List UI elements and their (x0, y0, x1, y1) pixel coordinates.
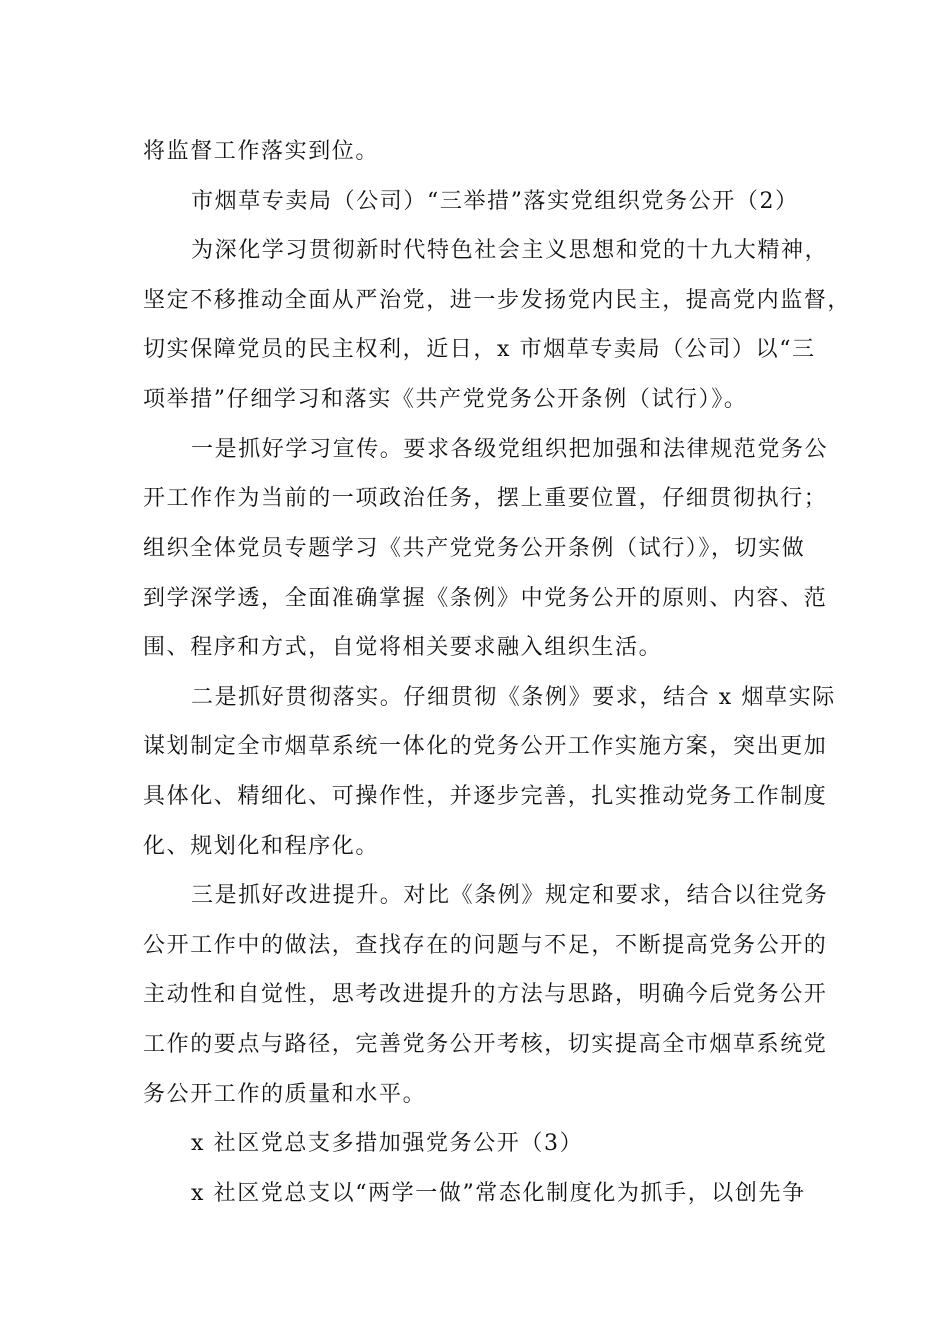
paragraph-line: 具体化、精细化、可操作性，并逐步完善，扎实推动党务工作制度 (143, 784, 828, 809)
paragraph-line: 公开工作中的做法，查找存在的问题与不足，不断提高党务公开的 (143, 933, 828, 958)
paragraph-line: 谋划制定全市烟草系统一体化的党务公开工作实施方案，突出更加 (143, 734, 828, 759)
paragraph-line: 项举措”仔细学习和落实《共产党党务公开条例（试行）》。 (143, 387, 748, 412)
paragraph-line: 到学深学透，全面准确掌握《条例》中党务公开的原则、内容、范 (143, 586, 828, 611)
section-heading: x 社区党总支多措加强党务公开（3） (191, 1131, 584, 1156)
paragraph-line: 三是抓好改进提升。对比《条例》规定和要求，结合以往党务 (191, 883, 829, 908)
paragraph-line: 将监督工作落实到位。 (143, 139, 380, 164)
paragraph-line: 开工作作为当前的一项政治任务，摆上重要位置，仔细贯彻执行； (143, 486, 828, 511)
paragraph-line: 务公开工作的质量和水平。 (143, 1082, 427, 1107)
section-heading: 市烟草专卖局（公司）“三举措”落实党组织党务公开（2） (191, 189, 799, 214)
paragraph-line: 围、程序和方式，自觉将相关要求融入组织生活。 (143, 635, 663, 660)
paragraph-line: 主动性和自觉性，思考改进提升的方法与思路，明确今后党务公开 (143, 982, 828, 1007)
paragraph-line: 组织全体党员专题学习《共产党党务公开条例（试行）》，切实做 (143, 536, 806, 561)
paragraph-line: 为深化学习贯彻新时代特色社会主义思想和党的十九大精神， (191, 238, 829, 263)
paragraph-line: 一是抓好学习宣传。要求各级党组织把加强和法律规范党务公 (191, 437, 829, 462)
paragraph-line: 工作的要点与路径，完善党务公开考核，切实提高全市烟草系统党 (143, 1032, 828, 1057)
paragraph-line: 化、规划化和程序化。 (143, 834, 380, 859)
paragraph-line: 切实保障党员的民主权利，近日，x 市烟草专卖局（公司）以“三 (143, 337, 816, 362)
paragraph-line: 二是抓好贯彻落实。仔细贯彻《条例》要求，结合 x 烟草实际 (191, 685, 836, 710)
paragraph-line: 坚定不移推动全面从严治党，进一步发扬党内民主，提高党内监督， (143, 288, 852, 313)
paragraph-line: x 社区党总支以“两学一做”常态化制度化为抓手，以创先争 (191, 1181, 806, 1206)
